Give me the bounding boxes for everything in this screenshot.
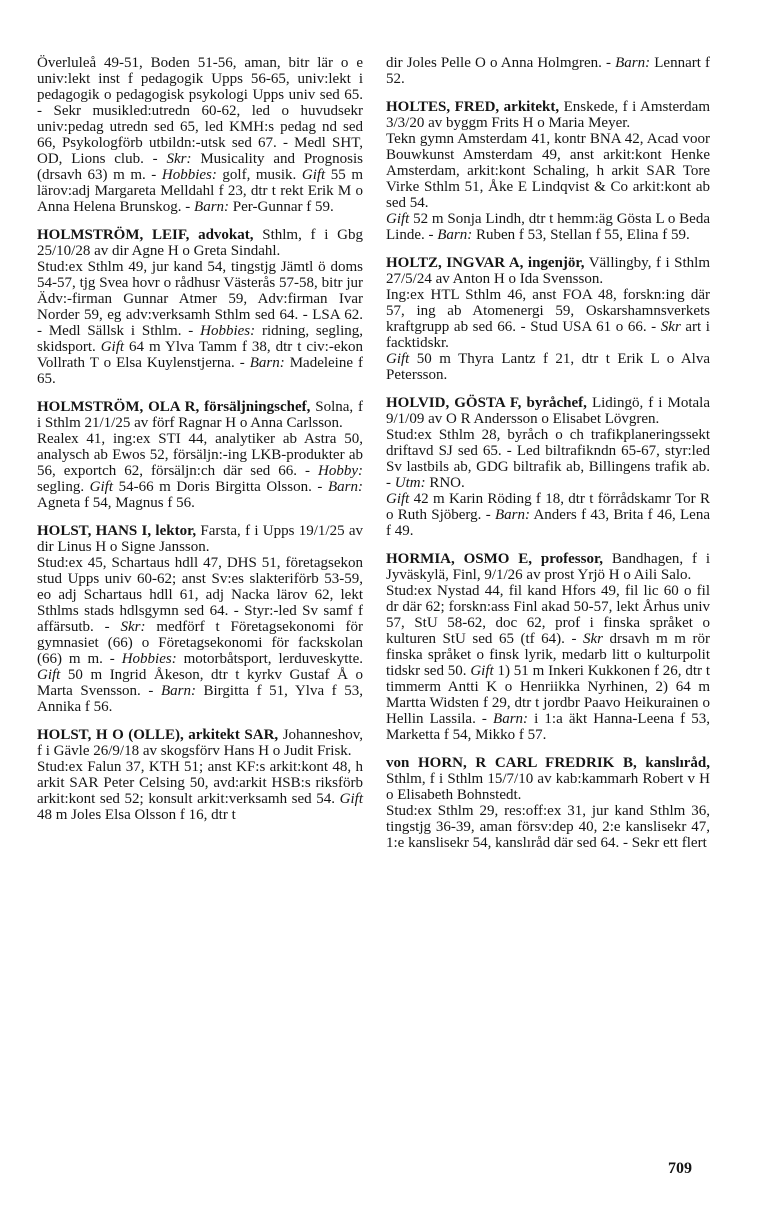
text-run: Madeleine f 65. — [37, 355, 363, 387]
entry-first-line — [37, 399, 363, 431]
entry-holmstrom-ola — [37, 399, 363, 511]
text-run: Sthlm, f i Sthlm 15/7/10 av kab:kammarh Robert v H o Elisabeth Bohnstedt. — [386, 771, 710, 803]
entry-heading: von HORN, R CARL FREDRIK B, kanslıråd, — [386, 755, 710, 771]
text-run: art i facktidskr. — [386, 319, 710, 351]
entry-first-line — [386, 255, 710, 287]
text-run: golf, musik. — [216, 167, 302, 183]
entry-paragraph — [37, 759, 363, 823]
entry-paragraph — [37, 431, 363, 511]
italic-label: Barn: — [160, 683, 196, 699]
text-run: i 1:a äkt Hanna-Leena f 53, Marketta f 54, Mikko f 57. — [386, 711, 711, 743]
text-run: ridning, segling, skidsport. — [37, 323, 363, 355]
text-run: Stud:ex Sthlm 49, jur kand 54, tingstjg Jämtl ö doms 54-57, tjg Svea hovr o rådhusr Västerås 57-58, bitr jur Ädv:-firman Gunnar Atmer 59, Adv:firman Ivar Norder 59, eg adv:verksamh Sthlm sed 64. - LSA 62. - Medl Sällsk i Sthlm. - — [37, 259, 363, 339]
entry-paragraph — [386, 427, 710, 491]
italic-label: Skr: — [166, 151, 192, 167]
text-run: Solna, f i Sthlm 21/1/25 av förf Ragnar H o Anna Carlsson. — [37, 399, 363, 431]
text-run: 55 m lärov:adj Margareta Melldahl f 23, dtr t rekt Erik M o Anna Helena Brunskog. - — [37, 167, 364, 215]
text-run: 50 m Thyra Lantz f 21, dtr t Erik L o Alva Petersson. — [386, 351, 710, 383]
entry-cont-right — [386, 55, 710, 87]
text-run: Bandhagen, f i Jyväskylä, Finl, 9/1/26 av prost Yrjö H o Aili Salo. — [386, 551, 710, 583]
italic-label: Gift — [89, 479, 113, 495]
italic-label: Barn: — [493, 711, 529, 727]
text-run: Ing:ex HTL Sthlm 46, anst FOA 48, forskn:ing där 57, ing ab Atomenergi 59, Oskarshamnsverkets kraftgrupp ab sed 66. - Stud USA 61 o 66. - — [386, 287, 710, 335]
entry-first-line — [37, 523, 363, 555]
entry-cont-left — [37, 55, 363, 215]
text-run: medförf t Företagsekonomi för gymnasiet (66) o Företagsekonomi för fackskolan (66) m m. - — [37, 619, 363, 667]
text-run: RNO. — [425, 475, 465, 491]
italic-label: Hobbies: — [161, 167, 217, 183]
text-run: Stud:ex Nystad 44, fil kand Hfors 49, fil lic 60 o fil dr där 62; forskn:ass Finl akad 50-57, lekt Århus univ 57, StU 58-62, doc 62, prof i finska språket o kulturen StU sed 65 (tf 64). - — [386, 583, 710, 647]
entry-von-horn-carl — [386, 755, 710, 851]
text-run: Farsta, f i Upps 19/1/25 av dir Linus H o Signe Jansson. — [37, 523, 363, 555]
entry-holtes-fred — [386, 99, 710, 243]
entry-heading: HOLTES, FRED, arkitekt, — [386, 99, 560, 115]
entry-paragraph — [386, 803, 710, 851]
italic-label: Barn: — [194, 199, 230, 215]
text-run: dir Joles Pelle O o Anna Holmgren. - — [386, 55, 616, 71]
text-run: Stud:ex Falun 37, KTH 51; anst KF:s arkit:kont 48, h arkit SAR Peter Celsing 50, avd:arkit HSB:s riksförb arkit:kont sed 52; konsult arkit:verksamh sed 54. — [37, 759, 363, 807]
entry-holmstrom-leif — [37, 227, 363, 387]
entry-first-line — [386, 395, 710, 427]
text-run: 48 m Joles Elsa Olsson f 16, dtr t — [37, 807, 236, 823]
page-number: 709 — [668, 1160, 692, 1177]
entry-heading: HOLST, HANS I, lektor, — [37, 523, 197, 539]
text-run: 64 m Ylva Tamm f 38, dtr t civ:-ekon Vollrath T o Elsa Kuylenstjerna. - — [37, 339, 363, 371]
text-run: Musicality and Prognosis (drsavh 63) m m. - — [37, 151, 364, 183]
text-run: segling. — [37, 479, 90, 495]
entry-holtz-ingvar — [386, 255, 710, 383]
text-run: 50 m Ingrid Åkeson, dtr t kyrkv Gustaf Å o Marta Svensson. - — [37, 667, 363, 699]
entry-first-line — [386, 551, 710, 583]
entry-holst-ho — [37, 727, 363, 823]
text-run: Ruben f 53, Stellan f 55, Elina f 59. — [472, 227, 690, 243]
entry-paragraph — [386, 583, 710, 743]
entry-heading: HOLTZ, INGVAR A, ingenjör, — [386, 255, 585, 271]
italic-label: Skr — [660, 319, 681, 335]
italic-label: Gift — [301, 167, 326, 183]
text-run: Överluleå 49-51, Boden 51-56, aman, bitr lär o e univ:lekt inst f pedagogik Upps 56-65, univ:lekt i pedagogik o pedagogisk psykologi Upps univ sed 65. - Sekr musikled:utredn 60-62, led o huvudsekr univ:pedag utredn sed 65, led KMH:s pedag nd sed 66, Psykologförb utbildn:-utsk sed 67. - Medl SHT, OD, Lions club. - — [37, 55, 363, 167]
entry-paragraph — [37, 259, 363, 387]
entry-paragraph — [386, 351, 710, 383]
italic-label: Gift — [386, 351, 410, 367]
entry-paragraph — [386, 131, 710, 211]
italic-label: Gift — [100, 339, 125, 355]
italic-label: Gift — [37, 667, 61, 683]
text-run: Realex 41, ing:ex STI 44, analytiker ab Astra 50, analysch ab Ewos 52, försäljn:-ing LKB-produkter ab 56, exportch 62, försäljn:ch där sed 66. - — [37, 431, 363, 479]
text-run: Per-Gunnar f 59. — [229, 199, 334, 215]
italic-label: Gift — [470, 663, 494, 679]
entry-holst-hans — [37, 523, 363, 715]
entry-hormia-osmo — [386, 551, 710, 743]
entry-heading: HORMIA, OSMO E, professor, — [386, 551, 604, 567]
text-run: Agneta f 54, Magnus f 56. — [37, 495, 195, 511]
text-run: Johanneshov, f i Gävle 26/9/18 av skogsförv Hans H o Judit Frisk. — [37, 727, 363, 759]
entry-paragraph — [386, 211, 710, 243]
text-run: Birgitta f 51, Ylva f 53, Annika f 56. — [37, 683, 363, 715]
text-run: Tekn gymn Amsterdam 41, kontr BNA 42, Acad voor Bouwkunst Amsterdam 49, anst arkit:kont Henke Amsterdam, arkit:kont Schaling, h arkit SAR Tore Virke Sthlm 51, Åke E Lindqvist & Co arkit:kont ab sed 54. — [386, 131, 710, 211]
text-run: Sthlm, f i Gbg 25/10/28 av dir Agne H o Greta Sindahl. — [37, 227, 363, 259]
italic-label: Hobbies: — [121, 651, 177, 667]
italic-label: Barn: — [494, 507, 530, 523]
text-run: motorbåtsport, lerduveskytte. — [176, 651, 363, 667]
entry-first-line — [386, 755, 710, 803]
text-run: drsavh m m rör finska språket o finsk lyrik, medarb litt o kulturpolit tidskr sed 50. — [386, 631, 710, 679]
italic-label: Skr: — [120, 619, 146, 635]
entry-first-line — [386, 99, 710, 131]
entry-first-line — [37, 727, 363, 759]
italic-label: Gift — [386, 491, 410, 507]
italic-label: Hobbies: — [200, 323, 256, 339]
entry-paragraph — [37, 555, 363, 715]
right-column — [386, 55, 710, 863]
text-run: Vällingby, f i Sthlm 27/5/24 av Anton H o Ida Svensson. — [386, 255, 710, 287]
entry-paragraph — [386, 287, 710, 351]
entry-heading: HOLVID, GÖSTA F, byråchef, — [386, 395, 587, 411]
italic-label: Hobby: — [318, 463, 363, 479]
left-column — [37, 55, 363, 835]
text-run: 42 m Karin Röding f 18, dtr t förrådskamr Tor R o Ruth Sjöberg. - — [386, 491, 710, 523]
italic-label: Skr — [583, 631, 604, 647]
entry-first-line — [37, 55, 363, 215]
entry-first-line — [37, 227, 363, 259]
entry-holvid-gosta — [386, 395, 710, 539]
entry-heading: HOLST, H O (OLLE), arkitekt SAR, — [37, 727, 279, 743]
text-run: Stud:ex 45, Schartaus hdll 47, DHS 51, företagsekon stud Upps univ 60-62; anst Sv:es slakteriförb 53-59, eo adj Schartaus hdll 61, adj Nacka lärov 62, lekt Sthlms stads hdlsgymn sed 64. - Styr:-led Sv samf f affärsutb. - — [37, 555, 363, 635]
italic-label: Gift — [386, 211, 410, 227]
text-run: Lennart f 52. — [386, 55, 711, 87]
italic-label: Gift — [339, 791, 363, 807]
text-run: Lidingö, f i Motala 9/1/09 av O R Andersson o Elisabet Lövgren. — [386, 395, 710, 427]
italic-label: Barn: — [437, 227, 473, 243]
entry-paragraph — [386, 491, 710, 539]
text-run: 52 m Sonja Lindh, dtr t hemm:äg Gösta L o Beda Linde. - — [386, 211, 710, 243]
text-run: 54-66 m Doris Birgitta Olsson. - — [113, 479, 328, 495]
entry-heading: HOLMSTRÖM, OLA R, försäljningschef, — [37, 399, 311, 415]
text-run: Stud:ex Sthlm 28, byråch o ch trafikplaneringssekt driftavd SJ sed 65. - Led biltrafikndn 65-67, styr:led Sv lastbils ab, GDG biltrafik ab, Billingens trafik ab. - — [386, 427, 710, 491]
italic-label: Barn: — [615, 55, 651, 71]
text-run: Enskede, f i Amsterdam 3/3/20 av byggm Frits H o Maria Meyer. — [386, 99, 710, 131]
italic-label: Barn: — [249, 355, 285, 371]
text-run: Anders f 43, Brita f 46, Lena f 49. — [386, 507, 710, 539]
entry-heading: HOLMSTRÖM, LEIF, advokat, — [37, 227, 254, 243]
text-run: 1) 51 m Inkeri Kukkonen f 26, dtr t timmerm Antti K o Henriikka Nyrhinen, 2) 64 m Martta Widsten f 29, dtr t jordbr Paavo Heikurainen o Hellin Lassila. - — [386, 663, 710, 727]
text-run: Stud:ex Sthlm 29, res:off:ex 31, jur kand Sthlm 36, tingstjg 36-39, aman försv:dep 40, 2:e kanslisekr 47, 1:e kanslisekr 54, kanslıråd där sed 64. - Sekr ett flert — [386, 803, 710, 851]
italic-label: Barn: — [327, 479, 363, 495]
italic-label: Utm: — [394, 475, 426, 491]
entry-first-line — [386, 55, 710, 87]
